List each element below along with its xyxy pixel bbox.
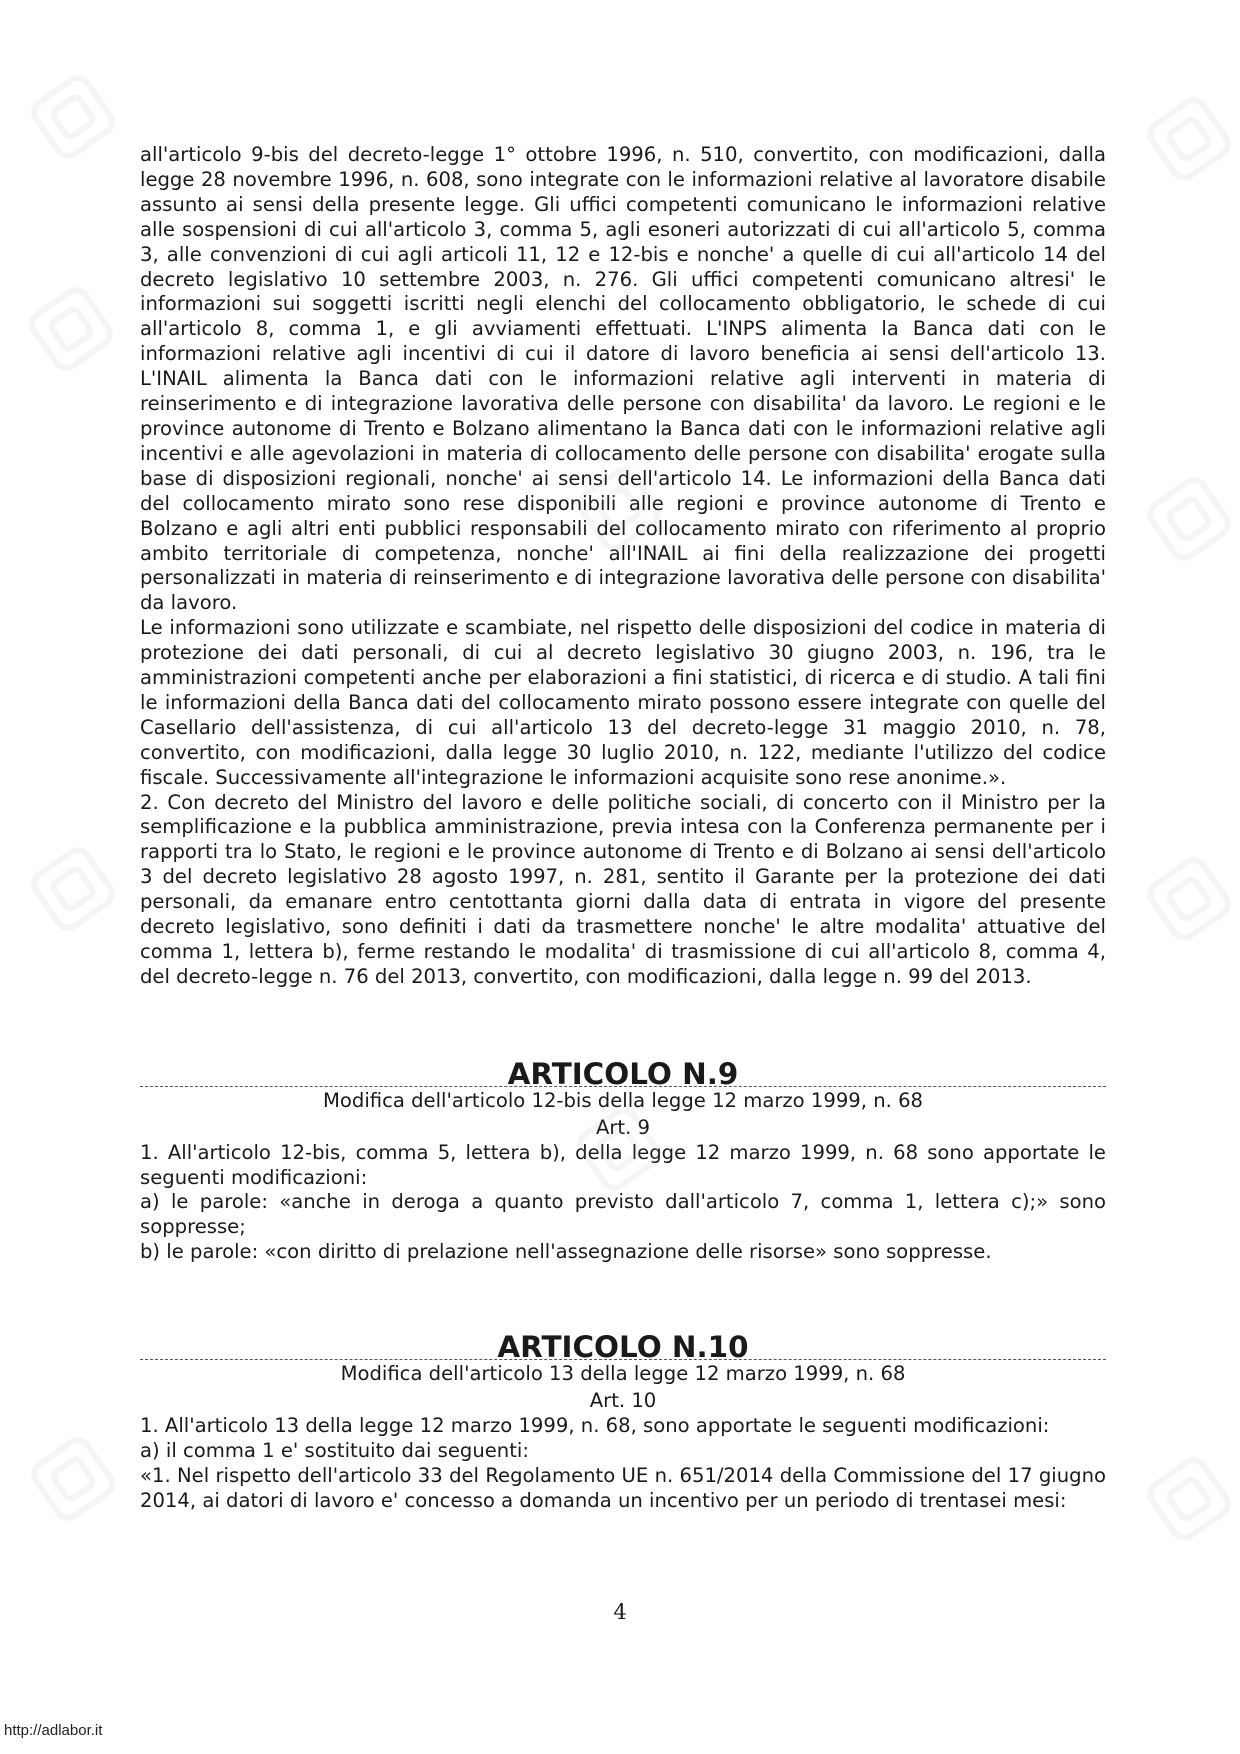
page-number: 4: [613, 1600, 627, 1624]
watermark-icon: [19, 1425, 128, 1534]
footer-url: http://adlabor.it: [4, 1722, 103, 1739]
article-9-section: [140, 1056, 1106, 1265]
watermark-icon: [19, 63, 128, 172]
article-heading: ARTICOLO N.10: [497, 1330, 749, 1365]
article-10-section: [140, 1330, 1106, 1513]
watermark-icon: [17, 275, 126, 384]
body-paragraph: Le informazioni sono utilizzate e scambiate, nel rispetto delle disposizioni del codice in materia di protezione dei dati personali, di cui al decreto legislativo 30 giugno 2003, n. 196, tra le amministrazioni competenti anche per elaborazioni a fini statistici, di ricerca e di studio. A tali fini le informazioni della Banca dati del collocamento mirato possono essere integrate con quelle del Casellario dell'assistenza, di cui all'articolo 13 del decreto-legge 31 maggio 2010, n. 78, convertito, con modificazioni, dalla legge 30 luglio 2010, n. 122, mediante l'utilizzo del codice fiscale. Successivamente all'integrazione le informazioni acquisite sono rese anonime.».: [140, 616, 1106, 789]
watermark-icon: [1135, 465, 1240, 574]
watermark-icon: [1135, 1445, 1240, 1554]
body-paragraph: a) le parole: «anche in deroga a quanto previsto dall'articolo 7, comma 1, lettera c);» sono soppresse;: [140, 1190, 1106, 1239]
article-heading: ARTICOLO N.9: [507, 1056, 739, 1091]
body-paragraph: 1. All'articolo 12-bis, comma 5, lettera b), della legge 12 marzo 1999, n. 68 sono apportate le seguenti modificazioni:: [140, 1140, 1106, 1189]
article-label: Art. 10: [589, 1389, 657, 1413]
article-subtitle: Modifica dell'articolo 13 della legge 12 marzo 1999, n. 68: [340, 1362, 906, 1386]
watermark-icon: [19, 835, 128, 944]
body-paragraph: b) le parole: «con diritto di prelazione nell'assegnazione delle risorse» sono soppresse.: [140, 1240, 992, 1264]
article-subtitle: Modifica dell'articolo 12-bis della legge 12 marzo 1999, n. 68: [322, 1088, 924, 1112]
body-paragraph: a) il comma 1 e' sostituito dai seguenti:: [140, 1438, 529, 1462]
watermark-icon: [1135, 85, 1240, 194]
article-label: Art. 9: [595, 1115, 651, 1139]
document-body: [140, 143, 1106, 1514]
body-paragraph: 1. All'articolo 13 della legge 12 marzo 1999, n. 68, sono apportate le seguenti modificazioni:: [140, 1413, 1050, 1437]
body-paragraph: «1. Nel rispetto dell'articolo 33 del Regolamento UE n. 651/2014 della Commissione del 17 giugno 2014, ai datori di lavoro e' concesso a domanda un incentivo per un periodo di trentasei mesi:: [140, 1463, 1106, 1512]
watermark-icon: [1135, 845, 1240, 954]
body-paragraph: all'articolo 9-bis del decreto-legge 1° ottobre 1996, n. 510, convertito, con modificazioni, dalla legge 28 novembre 1996, n. 608, sono integrate con le informazioni relative al lavoratore disabile assunto ai sensi della presente legge. Gli uffici competenti comunicano le informazioni relative alle sospensioni di cui all'articolo 3, comma 5, agli esoneri autorizzati di cui all'articolo 5, comma 3, alle convenzioni di cui agli articoli 11, 12 e 12-bis e nonche' a quelle di cui all'articolo 14 del decreto legislativo 10 settembre 2003, n. 276. Gli uffici competenti comunicano altresi' le informazioni sui soggetti iscritti negli elenchi del collocamento obbligatorio, le schede di cui all'articolo 8, comma 1, e gli avviamenti effettuati. L'INPS alimenta la Banca dati con le informazioni relative agli incentivi di cui il datore di lavoro beneficia ai sensi dell'articolo 13. L'INAIL alimenta la Banca dati con le informazioni relative agli interventi in materia di reinserimento e di integrazione lavorativa delle persone con disabilita' da lavoro. Le regioni e le province autonome di Trento e Bolzano alimentano la Banca dati con le informazioni relative agli incentivi e alle agevolazioni in materia di collocamento delle persone con disabilita' erogate sulla base di disposizioni regionali, nonche' ai sensi dell'articolo 14. Le informazioni della Banca dati del collocamento mirato sono rese disponibili alle regioni e province autonome di Trento e Bolzano e agli altri enti pubblici responsabili del collocamento mirato con riferimento al proprio ambito territoriale di competenza, nonche' all'INAIL ai fini della realizzazione dei progetti personalizzati in materia di reinserimento e di integrazione lavorativa delle persone con disabilita' da lavoro.: [140, 143, 1106, 615]
body-paragraph: 2. Con decreto del Ministro del lavoro e delle politiche sociali, di concerto con il Ministro per la semplificazione e la pubblica amministrazione, previa intesa con la Conferenza permanente per i rapporti tra lo Stato, le regioni e le province autonome di Trento e di Bolzano ai sensi dell'articolo 3 del decreto legislativo 28 agosto 1997, n. 281, sentito il Garante per la protezione dei dati personali, da emanare entro centottanta giorni dalla data di entrata in vigore del presente decreto legislativo, sono definiti i dati da trasmettere nonche' le altre modalita' attuative del comma 1, lettera b), ferme restando le modalita' di trasmissione di cui all'articolo 8, comma 4, del decreto-legge n. 76 del 2013, convertito, con modificazioni, dalla legge n. 99 del 2013.: [140, 790, 1106, 988]
